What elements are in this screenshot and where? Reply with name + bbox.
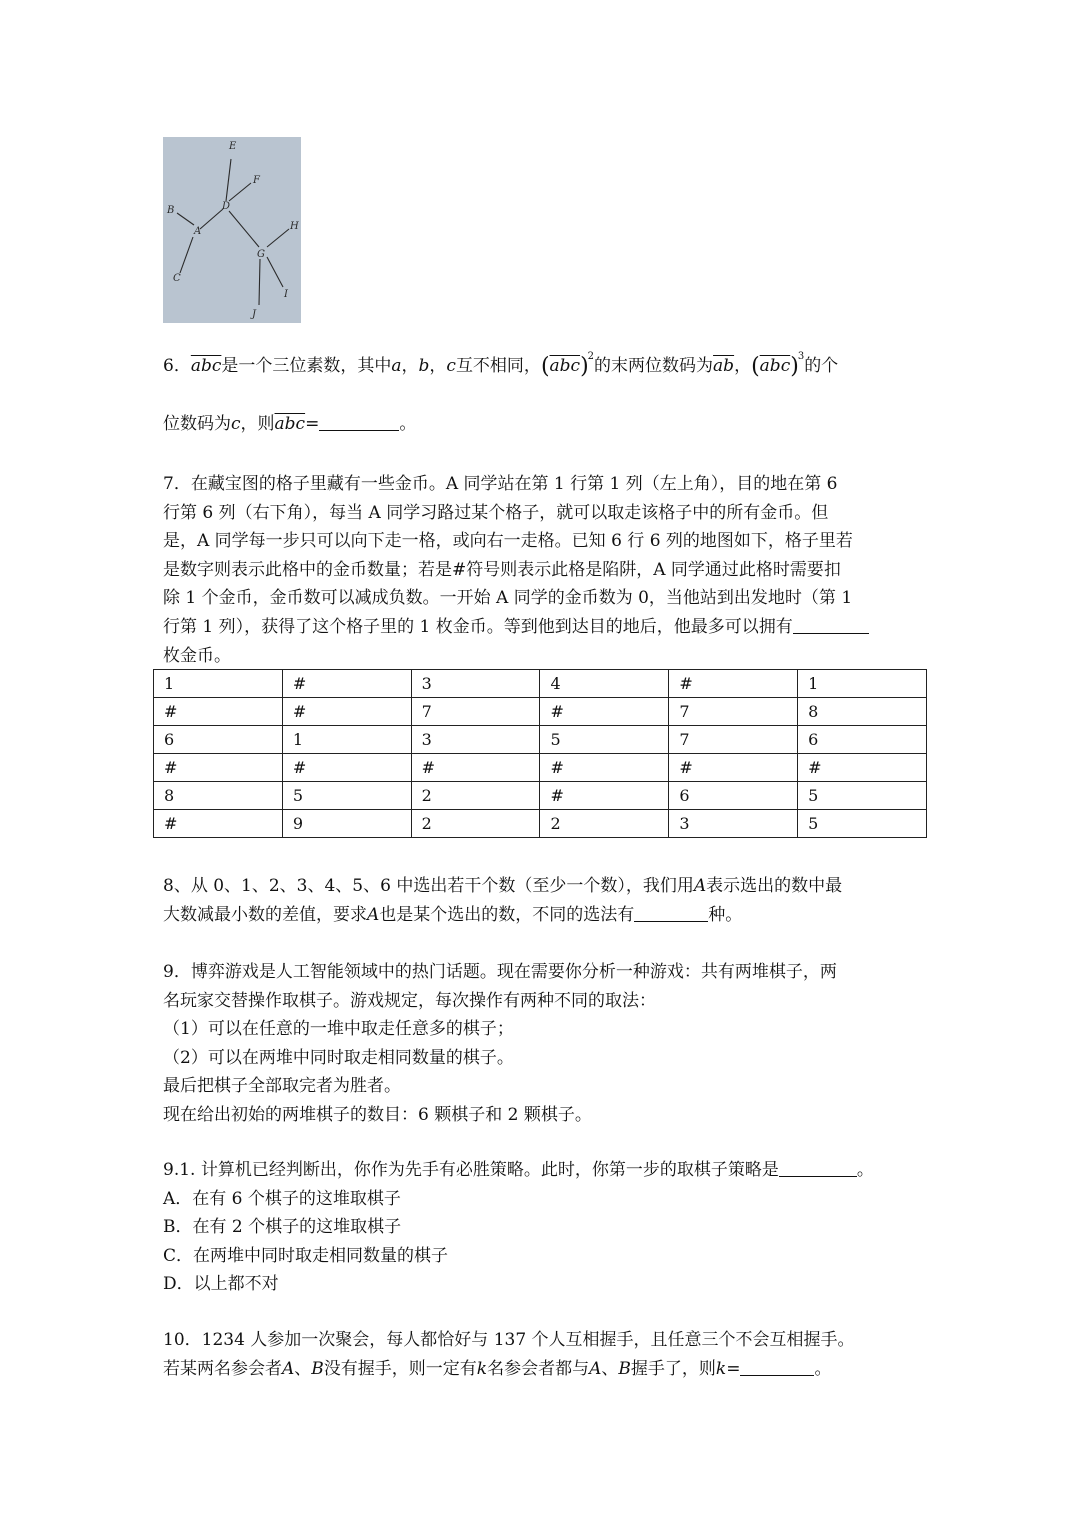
paren-close: ): [580, 354, 589, 379]
grid-cell: #: [540, 698, 669, 726]
q7-line: 7．在藏宝图的格子里藏有一些金币。A 同学站在第 1 行第 1 列（左上角），目的地在第 6: [163, 474, 838, 494]
q7-line: 行第 6 列（右下角），每当 A 同学习路过某个格子，就可以取走该格子中的所有金币。但: [163, 502, 829, 523]
q10-text: 若某两名参会者: [163, 1358, 282, 1379]
q10-var-a: A: [589, 1358, 602, 1379]
question-9-1: [163, 1156, 933, 1299]
q7-line: 是，A 同学每一步只可以向下走一格，或向右一走格。已知 6 行 6 列的地图如下，格子里若: [163, 531, 853, 552]
q6-var-c: c: [446, 356, 456, 376]
grid-cell: #: [282, 698, 411, 726]
q6-text: 位数码为: [163, 413, 231, 434]
node-label-f: F: [253, 175, 260, 186]
grid-cell: 9: [282, 810, 411, 838]
grid-cell: 4: [540, 670, 669, 698]
q8-var-a: A: [693, 876, 707, 896]
grid-cell: 5: [540, 726, 669, 754]
q10-var-b: B: [311, 1358, 324, 1379]
grid-cell: 6: [669, 782, 798, 810]
q6-abc: $\overline{abc}$: [274, 413, 306, 434]
q10-text: 没有握手，则一定有: [323, 1358, 477, 1379]
grid-cell: 3: [411, 670, 540, 698]
q9-line: 名玩家交替操作取棋子。游戏规定，每次操作有两种不同的取法：: [163, 990, 656, 1011]
grid-cell: 1: [798, 670, 927, 698]
grid-cell: #: [540, 782, 669, 810]
edge-b-a: [177, 213, 194, 225]
paren-open: (: [540, 354, 550, 379]
grid-cell: 2: [411, 782, 540, 810]
q9-line: 现在给出初始的两堆棋子的数目：6 颗棋子和 2 颗棋子。: [163, 1104, 592, 1125]
q91-answer-blank[interactable]: [779, 1158, 857, 1177]
option-a[interactable]: A．在有 6 个棋子的这堆取棋子: [163, 1188, 401, 1209]
q6-text: 是一个三位素数，其中: [221, 356, 392, 376]
grid-row: [154, 810, 927, 838]
grid-cell: 1: [282, 726, 411, 754]
grid-cell: #: [540, 754, 669, 782]
q10-text: 名参会者都与: [487, 1358, 590, 1379]
node-label-g: G: [257, 249, 265, 260]
edge-d-f: [229, 183, 251, 201]
grid-cell: 3: [411, 726, 540, 754]
question-7: [163, 470, 933, 670]
node-label-b: B: [167, 205, 175, 216]
q6-abc: $\overline{abc}$: [190, 356, 222, 376]
option-d[interactable]: D．以上都不对: [163, 1274, 279, 1295]
grid-cell: 8: [798, 698, 927, 726]
grid-cell: #: [154, 698, 283, 726]
q9-line: 最后把棋子全部取完者为胜者。: [163, 1076, 401, 1097]
q10-line-1: 10．1234 人参加一次聚会，每人都恰好与 137 个人互相握手，且任意三个不会互相握手。: [163, 1330, 855, 1350]
q6-square-exponent: 2: [587, 351, 595, 362]
tree-figure: [163, 137, 301, 323]
grid-cell: 6: [798, 726, 927, 754]
grid-cell: 8: [154, 782, 283, 810]
q9-line: （1）可以在任意的一堆中取走任意多的棋子；: [163, 1019, 514, 1040]
treasure-map-grid: [153, 669, 927, 838]
edge-e-d: [226, 159, 231, 201]
q6-answer-blank[interactable]: [319, 412, 399, 431]
q6-ab: $\overline{ab}$: [713, 356, 735, 376]
grid-cell: #: [669, 670, 798, 698]
grid-cell: #: [798, 754, 927, 782]
option-b[interactable]: B．在有 2 个棋子的这堆取棋子: [163, 1217, 402, 1238]
q7-answer-blank[interactable]: [793, 615, 869, 634]
tree-diagram: [163, 137, 301, 323]
q6-line-1: 6．$\overline{abc}$是一个三位素数，其中a，b，c互不相同，$(\overline{abc})^2$的末两位数码为$\overline{ab}$，$(\overline{abc})^3$的个: [163, 343, 933, 382]
q91-stem: [163, 1156, 933, 1185]
edge-a-d: [200, 209, 223, 229]
q91-text: 9.1. 计算机已经判断出，你作为先手有必胜策略。此时，你第一步的取棋子策略是: [163, 1160, 779, 1180]
q9-line: 9．博弈游戏是人工智能领域中的热门话题。现在需要你分析一种游戏：共有两堆棋子，两: [163, 962, 837, 982]
question-6: [163, 343, 933, 438]
q10-var-k: k: [715, 1358, 727, 1379]
q91-end: 。: [856, 1160, 874, 1180]
q6-line-2: [163, 410, 933, 439]
q8-line-1: [163, 872, 933, 901]
grid-cell: 5: [282, 782, 411, 810]
node-label-j: J: [252, 309, 257, 320]
q6-var-b: b: [418, 356, 430, 376]
q10-end: 。: [814, 1358, 832, 1379]
grid-cell: #: [154, 810, 283, 838]
q6-text: ，则: [240, 413, 275, 434]
grid-row: [154, 782, 927, 810]
q6-text: 的个: [804, 356, 839, 376]
node-label-e: E: [229, 141, 237, 152]
q6-abc: $\overline{abc}$: [549, 356, 581, 376]
q8-line-2: [163, 901, 933, 930]
grid-row: [154, 698, 927, 726]
q8-text: 大数减最小数的差值，要求: [163, 904, 367, 925]
grid-cell: 7: [669, 726, 798, 754]
grid-cell: 7: [411, 698, 540, 726]
grid-cell: 5: [798, 782, 927, 810]
q7-text: 行第 1 列），获得了这个格子里的 1 枚金币。等到他到达目的地后，他最多可以拥有: [163, 616, 793, 637]
grid-cell: #: [154, 754, 283, 782]
node-label-d: D: [222, 201, 231, 212]
q6-number: 6．: [163, 356, 191, 376]
node-label-c: C: [173, 273, 181, 284]
node-label-a: A: [194, 226, 202, 237]
q7-line: 是数字则表示此格中的金币数量；若是#符号则表示此格是陷阱，A 同学通过此格时需要扣: [163, 559, 841, 580]
q6-text: 的末两位数码为: [594, 356, 714, 376]
q6-equals: =: [305, 413, 320, 434]
edge-g-i: [267, 257, 283, 287]
paren-close: ): [790, 354, 799, 379]
q8-text: 种。: [708, 904, 743, 925]
q6-var-a: a: [391, 356, 402, 376]
question-10: [163, 1326, 933, 1383]
q7-line-with-blank: [163, 613, 933, 642]
question-8: [163, 872, 933, 929]
edge-g-j: [259, 259, 260, 305]
grid-cell: #: [282, 670, 411, 698]
grid-row: [154, 726, 927, 754]
q10-separator: 、: [601, 1358, 619, 1379]
q10-var-a: A: [282, 1358, 295, 1379]
q10-text: 握手了，则: [630, 1358, 716, 1379]
grid-cell: 7: [669, 698, 798, 726]
q9-line: （2）可以在两堆中同时取走相同数量的棋子。: [163, 1047, 514, 1068]
question-9: [163, 958, 933, 1130]
q10-answer-blank[interactable]: [740, 1357, 814, 1376]
edge-g-h: [267, 229, 289, 247]
q10-var-b: B: [618, 1358, 631, 1379]
grid-cell: #: [411, 754, 540, 782]
q6-end: 。: [399, 413, 417, 434]
grid-cell: 1: [154, 670, 283, 698]
edge-d-g: [229, 211, 259, 247]
q10-var-k: k: [476, 1358, 488, 1379]
grid-cell: 2: [540, 810, 669, 838]
grid-cell: 5: [798, 810, 927, 838]
grid-cell: 2: [411, 810, 540, 838]
q6-abc: $\overline{abc}$: [759, 356, 791, 376]
q10-separator: 、: [294, 1358, 312, 1379]
q10-line-2: [163, 1355, 933, 1384]
q10-equals: =: [726, 1358, 741, 1379]
q7-line: 枚金币。: [163, 645, 231, 666]
grid-row: [154, 754, 927, 782]
grid-cell: 3: [669, 810, 798, 838]
edge-a-c: [180, 237, 193, 273]
q8-text: 也是某个选出的数，不同的选法有: [379, 904, 635, 925]
node-label-i: I: [284, 289, 288, 300]
option-c[interactable]: C．在两堆中同时取走相同数量的棋子: [163, 1245, 449, 1266]
q8-var-a: A: [367, 904, 380, 925]
q6-text: 互不相同，: [455, 356, 541, 376]
grid-cell: #: [669, 754, 798, 782]
q6-var-c: c: [231, 413, 241, 434]
q8-text: 表示选出的数中最: [706, 876, 843, 896]
grid-cell: #: [282, 754, 411, 782]
grid-row: [154, 670, 927, 698]
paren-open: (: [751, 354, 760, 379]
grid-cell: 6: [154, 726, 283, 754]
q8-text: 8、从 0、1、2、3、4、5、6 中选出若干个数（至少一个数），我们用: [163, 876, 694, 896]
node-label-h: H: [290, 221, 299, 232]
q6-cube-exponent: 3: [797, 351, 805, 362]
q8-answer-blank[interactable]: [634, 903, 708, 922]
q7-line: 除 1 个金币，金币数可以减成负数。一开始 A 同学的金币数为 0，当他站到出发地时（第 1: [163, 588, 853, 609]
